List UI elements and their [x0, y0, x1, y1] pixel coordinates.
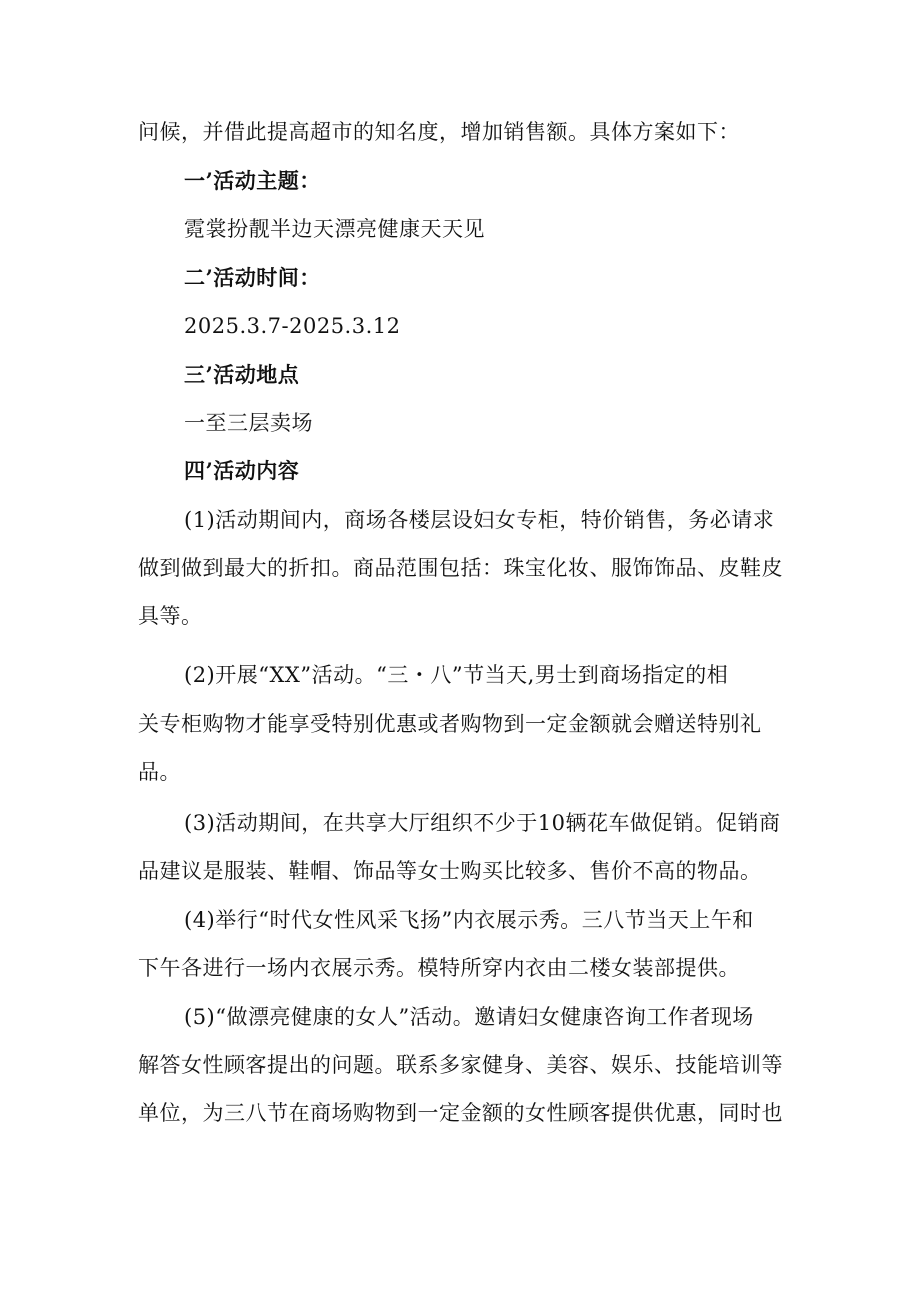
- section-body-location: 一至三层卖场: [184, 411, 313, 435]
- paragraph-line: (4)举行“时代女性风采飞扬”内衣展示秀。三八节当天上午和: [184, 908, 754, 932]
- section-heading-time: 二’活动时间：: [184, 265, 321, 290]
- section-heading-content: 四’活动内容: [184, 458, 300, 483]
- paragraph-line: 解答女性顾客提出的问题。联系多家健身、美容、娱乐、技能培训等: [138, 1053, 783, 1077]
- section-body-time: 2025.3.7-2025.3.12: [184, 314, 401, 338]
- section-heading-location: 三’活动地点: [184, 362, 300, 387]
- paragraph-line: 做到做到最大的折扣。商品范围包括：珠宝化妆、服饰饰品、皮鞋皮: [138, 556, 783, 580]
- paragraph-line: 关专柜购物才能享受特别优惠或者购物到一定金额就会赠送特别礼: [138, 712, 762, 736]
- section-heading-theme: 一’活动主题：: [184, 168, 321, 193]
- paragraph-line: (3)活动期间，在共享大厅组织不少于10辆花车做促销。促销商: [184, 811, 781, 835]
- intro-text: 问候，并借此提高超市的知名度，增加销售额。具体方案如下：: [138, 120, 740, 144]
- paragraph-line: (1)活动期间内，商场各楼层设妇女专柜，特价销售，务必请求: [184, 508, 775, 532]
- paragraph-line: 品建议是服装、鞋帽、饰品等女士购买比较多、售价不高的物品。: [138, 859, 762, 883]
- paragraph-line: 品。: [138, 760, 181, 784]
- paragraph-line: 下午各进行一场内衣展示秀。模特所穿内衣由二楼女装部提供。: [138, 956, 740, 980]
- paragraph-line: 具等。: [138, 604, 203, 628]
- paragraph-line: 单位，为三八节在商场购物到一定金额的女性顾客提供优惠，同时也: [138, 1101, 783, 1125]
- paragraph-line: (2)开展“XX”活动。“三・八”节当天,男士到商场指定的相: [184, 663, 729, 687]
- paragraph-line: (5)“做漂亮健康的女人”活动。邀请妇女健康咨询工作者现场: [184, 1005, 754, 1029]
- section-body-theme: 霓裳扮靓半边天漂亮健康天天见: [184, 217, 485, 241]
